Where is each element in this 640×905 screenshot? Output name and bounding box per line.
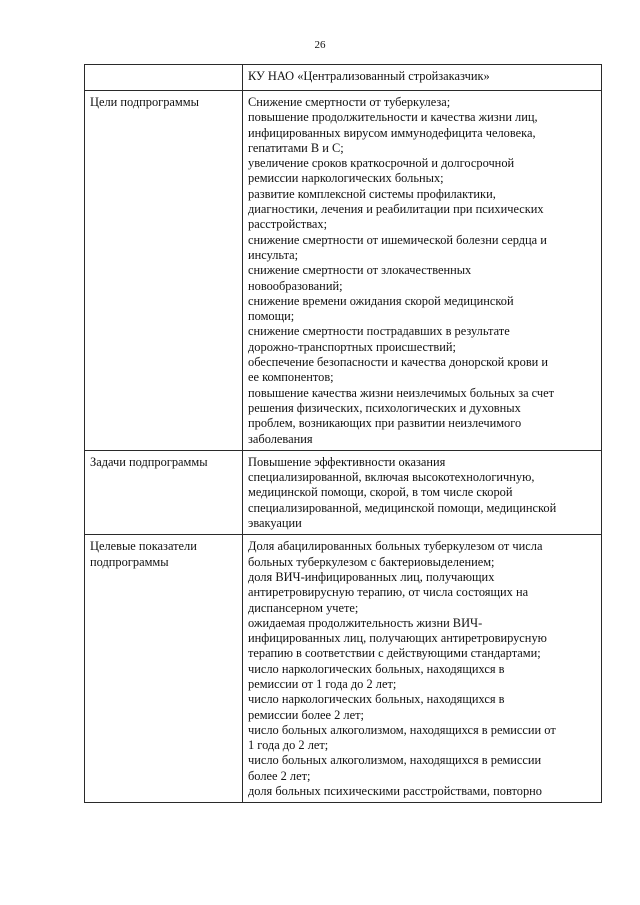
row-label [85, 91, 242, 113]
table-row-goals [85, 91, 602, 451]
text-line: Снижение смертности от туберкулеза; [248, 95, 451, 109]
row-label-cell [85, 535, 243, 803]
label-line: Целевые показатели [90, 539, 197, 554]
label-line: Задачи подпрограммы [90, 454, 208, 469]
page-number: 26 [314, 39, 326, 51]
text-line: гепатитами В и С; [248, 140, 344, 155]
table-row-executor [85, 65, 602, 91]
text-line: снижение смертности пострадавших в результате [248, 324, 510, 339]
text-line: инфицированных лиц, получающих антиретровирусную [248, 631, 547, 646]
text-line: ожидаемая продолжительность жизни ВИЧ- [248, 615, 483, 630]
executor-content [243, 65, 601, 87]
text-line: число больных алкоголизмом, находящихся в ремиссии от [248, 722, 556, 737]
text-line: Доля абацилированных больных туберкулезом от числа [248, 539, 543, 554]
row-label [85, 535, 242, 573]
text-line: инсульта; [248, 247, 299, 262]
text-line: снижение смертности от ишемической болезни сердца и [248, 232, 547, 247]
table-row-indicators [85, 535, 602, 803]
text-line: инфицированных вирусом иммунодефицита человека, [248, 125, 536, 140]
text-line: число наркологических больных, находящихся в [248, 661, 505, 676]
text-line: ремиссии более 2 лет; [248, 707, 364, 722]
text-line: диагностики, лечения и реабилитации при психических [248, 202, 544, 217]
text-line: снижение смертности от злокачественных [248, 263, 472, 278]
text-line: число больных алкоголизмом, находящихся в ремиссии [248, 753, 542, 768]
text-line: повышение качества жизни неизлечимых больных за счет [248, 385, 555, 400]
text-line: число наркологических больных, находящихся в [248, 692, 505, 707]
text-line: развитие комплексной системы профилактики, [248, 186, 496, 201]
row-content-cell [243, 91, 602, 451]
text-line: повышение продолжительности и качества жизни лиц, [248, 110, 538, 125]
indicators-content [243, 535, 601, 802]
text-line: ремиссии от 1 года до 2 лет; [248, 676, 397, 691]
text-line: КУ НАО «Централизованный стройзаказчик» [248, 69, 490, 83]
text-line: больных туберкулезом с бактериовыделением; [248, 554, 495, 569]
text-line: помощи; [248, 309, 295, 324]
table-row-tasks [85, 450, 602, 534]
text-line: 1 года до 2 лет; [248, 738, 329, 753]
text-line: более 2 лет; [248, 768, 311, 783]
row-label [85, 65, 242, 72]
text-line: увеличение сроков краткосрочной и долгосрочной [248, 156, 515, 171]
row-content-cell [243, 65, 602, 91]
tasks-content [243, 451, 601, 534]
row-label-cell [85, 91, 243, 451]
subprogram-table [84, 64, 602, 803]
row-label-cell [85, 65, 243, 91]
text-line: диспансерном учете; [248, 600, 359, 615]
text-line: доля ВИЧ-инфицированных лиц, получающих [248, 569, 495, 584]
text-line: доля больных психическими расстройствами, повторно [248, 784, 542, 799]
text-line: терапию в соответствии с действующими стандартами; [248, 646, 541, 661]
text-line: заболевания [248, 431, 313, 446]
text-line: ее компонентов; [248, 370, 334, 385]
text-line: решения физических, психологических и духовных [248, 400, 521, 415]
label-line: Цели подпрограммы [90, 95, 199, 109]
goals-content [243, 91, 601, 450]
row-label [85, 451, 242, 473]
row-content-cell [243, 450, 602, 534]
text-line: новообразований; [248, 278, 343, 293]
label-line: подпрограммы [90, 554, 169, 569]
text-line: снижение времени ожидания скорой медицинской [248, 293, 514, 308]
row-content-cell [243, 535, 602, 803]
text-line: проблем, возникающих при развитии неизлечимого [248, 416, 522, 431]
text-line: специализированной, медицинской помощи, медицинской [248, 500, 557, 515]
text-line: эвакуации [248, 516, 302, 531]
text-line: обеспечение безопасности и качества донорской крови и [248, 355, 549, 370]
row-label-cell [85, 450, 243, 534]
text-line: специализированной, включая высокотехнологичную, [248, 470, 535, 485]
text-line: ремиссии наркологических больных; [248, 171, 444, 186]
text-line: дорожно-транспортных происшествий; [248, 339, 456, 354]
text-line: расстройствах; [248, 217, 328, 232]
text-line: медицинской помощи, скорой, в том числе скорой [248, 485, 513, 500]
text-line: Повышение эффективности оказания [248, 454, 446, 469]
text-line: антиретровирусную терапию, от числа состоящих на [248, 585, 529, 600]
